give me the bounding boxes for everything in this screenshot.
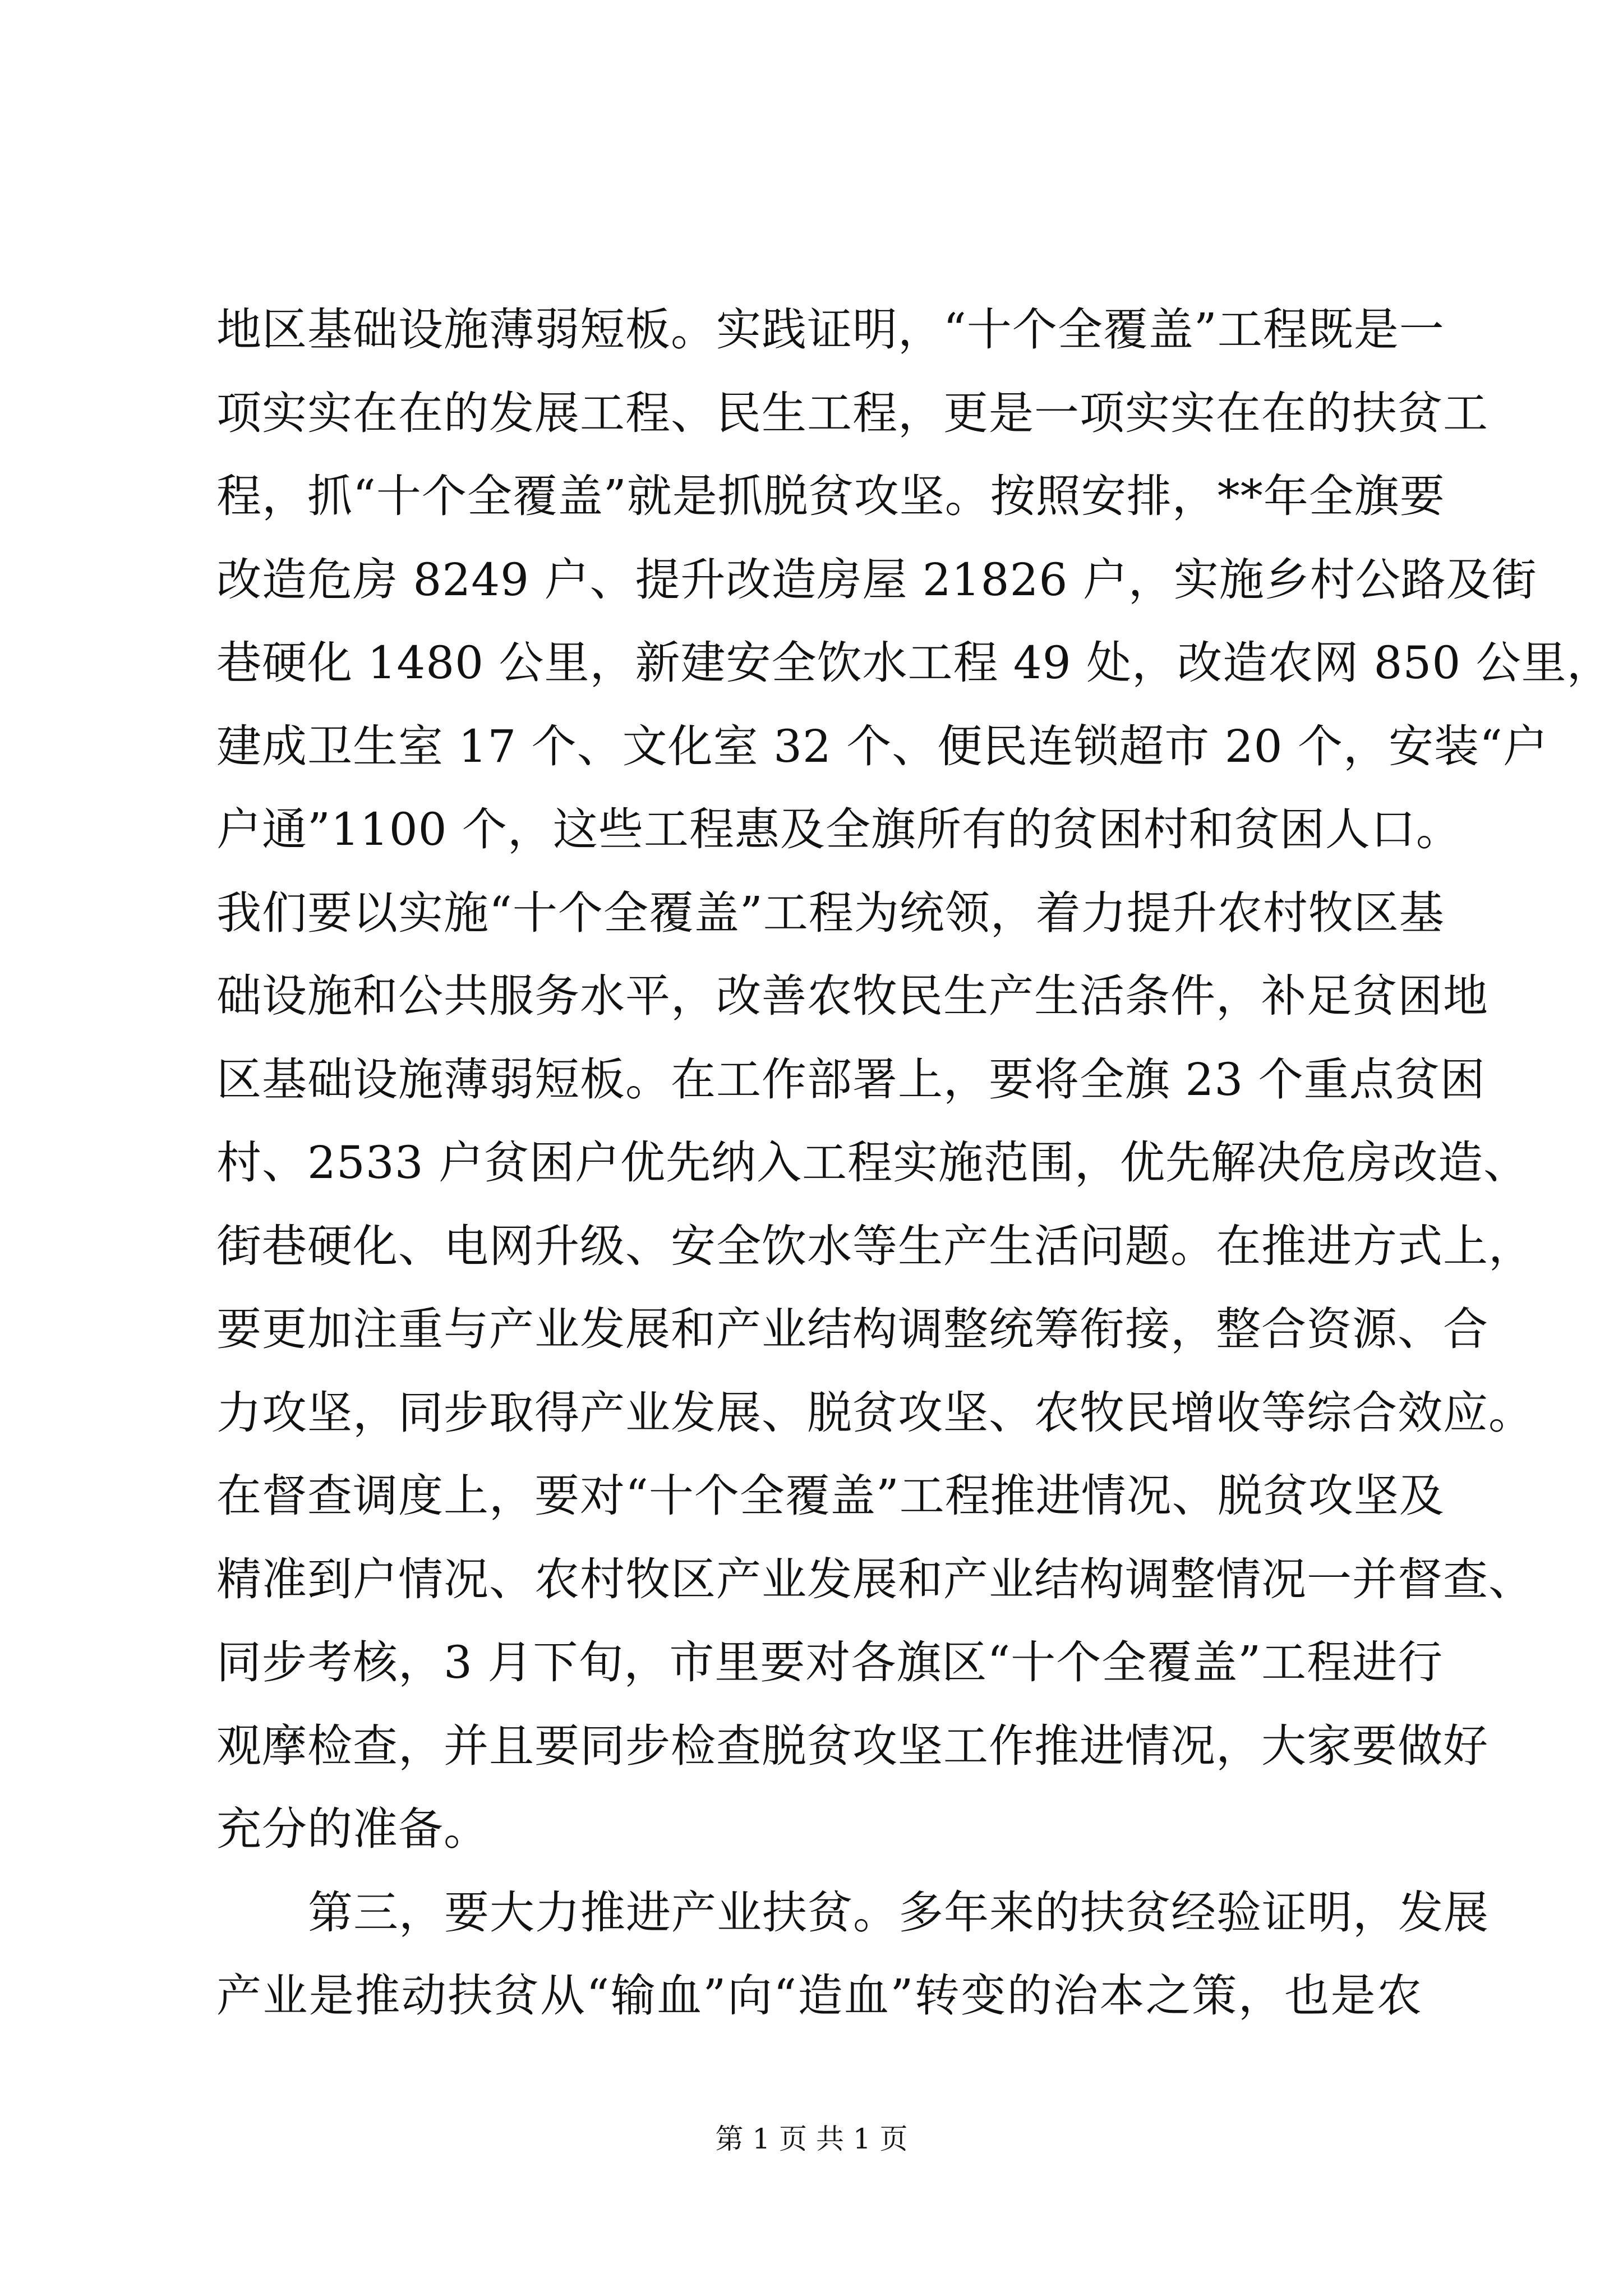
text-line: 村、2533 户贫困户优先纳入工程实施范围，优先解决危房改造、	[216, 1137, 1529, 1189]
text-line: 要更加注重与产业发展和产业结构调整统筹衔接，整合资源、合	[216, 1303, 1488, 1355]
text-line: 同步考核，3 月下旬，市里要对各旗区“十个全覆盖”工程进行	[216, 1636, 1444, 1688]
text-line: 我们要以实施“十个全覆盖”工程为统领，着力提升农村牧区基	[216, 886, 1445, 939]
body-text	[216, 288, 1612, 2038]
text-line: 础设施和公共服务水平，改善农牧民生产生活条件，补足贫困地	[216, 970, 1488, 1022]
text-line: 巷硬化 1480 公里，新建安全饮水工程 49 处，改造农网 850 公里，	[216, 637, 1612, 689]
text-line: 街巷硬化、电网升级、安全饮水等生产生活问题。在推进方式上，	[216, 1220, 1534, 1272]
text-line: 改造危房 8249 户、提升改造房屋 21826 户，实施乡村公路及街	[216, 553, 1537, 606]
text-line: 产业是推动扶贫从“输血”向“造血”转变的治本之策，也是农	[216, 1970, 1422, 2022]
text-line: 第三，要大力推进产业扶贫。多年来的扶贫经验证明，发展	[308, 1886, 1489, 1939]
text-line: 程，抓“十个全覆盖”就是抓脱贫攻坚。按照安排，**年全旗要	[216, 470, 1445, 522]
text-line: 观摩检查，并且要同步检查脱贫攻坚工作推进情况，大家要做好	[216, 1719, 1488, 1772]
page-footer: 第 1 页 共 1 页	[715, 2123, 908, 2155]
text-line: 力攻坚，同步取得产业发展、脱贫攻坚、农牧民增收等综合效应。	[216, 1386, 1534, 1439]
text-line: 区基础设施薄弱短板。在工作部署上，要将全旗 23 个重点贫困	[216, 1053, 1486, 1106]
text-line: 充分的准备。	[216, 1803, 489, 1855]
text-line: 户通”1100 个，这些工程惠及全旗所有的贫困村和贫困人口。	[216, 803, 1461, 855]
text-line: 建成卫生室 17 个、文化室 32 个、便民连锁超市 20 个，安装“户	[216, 720, 1548, 772]
text-line: 精准到户情况、农村牧区产业发展和产业结构调整情况一并督查、	[216, 1553, 1534, 1605]
text-line: 项实实在在的发展工程、民生工程，更是一项实实在在的扶贫工	[216, 386, 1488, 439]
text-line: 在督查调度上，要对“十个全覆盖”工程推进情况、脱贫攻坚及	[216, 1470, 1445, 1522]
text-line: 地区基础设施薄弱短板。实践证明，“十个全覆盖”工程既是一	[216, 303, 1445, 356]
